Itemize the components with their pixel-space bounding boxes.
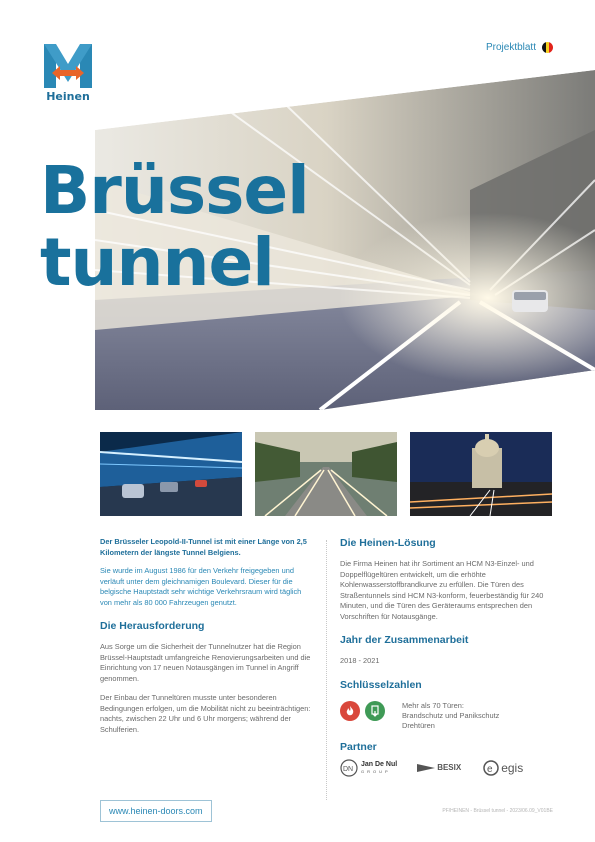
- title-line-1: Brüssel: [40, 152, 309, 229]
- key-figures-text: [402, 701, 499, 731]
- emergency-exit-icon: [365, 701, 385, 721]
- logo-wordmark: Heinen: [46, 90, 90, 103]
- key-figure-line-1: Mehr als 70 Türen:: [402, 700, 464, 710]
- year-value: 2018 - 2021: [340, 656, 380, 665]
- jan-de-nul-logo: [340, 759, 397, 777]
- document-type-badge: [486, 42, 553, 53]
- partner-logos: [340, 759, 554, 777]
- besix-logo: [417, 762, 461, 774]
- photo-strip: [100, 432, 552, 516]
- solution-paragraph: Die Firma Heinen hat ihr Sortiment an HCM N3-Einzel- und Doppelflügeltüren entwickelt, um die erhöhte Kohlenwasserstoffbrandkurve zu erfüllen. Die Türen des Straßentunnels sind HCM N3-konform, feuerbeständig für 240 Minuten, und die Türen des Geräteraums entsprechen den Vorschriften für Notausgänge.: [340, 559, 544, 621]
- fire-protection-icon: [340, 701, 360, 721]
- title-line-2: tunnel: [40, 224, 274, 301]
- partner-heading: Partner: [340, 740, 377, 753]
- egis-mark-icon: [483, 760, 499, 776]
- basilica-night-photo: [410, 432, 552, 516]
- page-title: [40, 152, 309, 301]
- document-reference: PF/HEINEN - Brüssel tunnel - 2023/06.09_V01BE: [442, 808, 553, 814]
- partner-3-name: egis: [501, 760, 524, 775]
- key-figures-row: [340, 701, 554, 731]
- right-column: [340, 537, 554, 777]
- challenge-paragraph-1: Aus Sorge um die Sicherheit der Tunnelnutzer hat die Region Brüssel-Hauptstadt umfangreiche Renovierungsarbeiten und die Einrichtung von 17 neuen Notausgängen im Tunnel in Angriff genommen.: [100, 642, 311, 683]
- tunnel-night-photo: [100, 432, 242, 516]
- solution-heading: Die Heinen-Lösung: [340, 537, 436, 549]
- key-figures-heading: Schlüsselzahlen: [340, 678, 422, 691]
- boulevard-traffic-photo: [255, 432, 397, 516]
- partner-1-sub: GROUP: [361, 768, 391, 774]
- intro-paragraph: Sie wurde im August 1986 für den Verkehr freigegeben und verläuft unter dem gleichnamigen Boulevard. Dieser für die belgische Hauptstadt sehr wichtige Verkehrsraum wird täglich von mehr als 80 000 Fahrzeugen genutzt.: [100, 566, 302, 607]
- key-figure-line-2: Brandschutz und Panikschutz: [402, 710, 500, 720]
- left-column: [100, 537, 314, 735]
- website-link[interactable]: www.heinen-doors.com: [100, 800, 212, 822]
- column-divider: [326, 540, 327, 800]
- belgian-flag-icon: [542, 42, 553, 53]
- year-heading: Jahr der Zusammenarbeit: [340, 634, 469, 646]
- challenge-heading: Die Herausforderung: [100, 620, 205, 632]
- jan-de-nul-mark-icon: [340, 759, 358, 777]
- intro-lead: Der Brüsseler Leopold-II-Tunnel ist mit einer Länge von 2,5 Kilometern der längste Tunnel Belgiens.: [100, 537, 307, 557]
- svg-text:DN: DN: [343, 765, 354, 773]
- besix-mark-icon: [417, 762, 435, 774]
- partner-2-name: BESIX: [437, 763, 462, 772]
- egis-logo: [483, 760, 523, 776]
- challenge-paragraph-2: Der Einbau der Tunneltüren musste unter besonderen Bedingungen erfolgen, um die Mobilität nicht zu beeinträchtigen: nachts, zwischen 22 Uhr und 6 Uhr morgens; während der Schulferien.: [100, 693, 311, 734]
- badge-label: Projektblatt: [485, 42, 536, 53]
- key-figure-line-3: Drehtüren: [402, 720, 435, 730]
- svg-text:e: e: [487, 763, 493, 775]
- partner-1-name: Jan De Nul: [361, 760, 398, 768]
